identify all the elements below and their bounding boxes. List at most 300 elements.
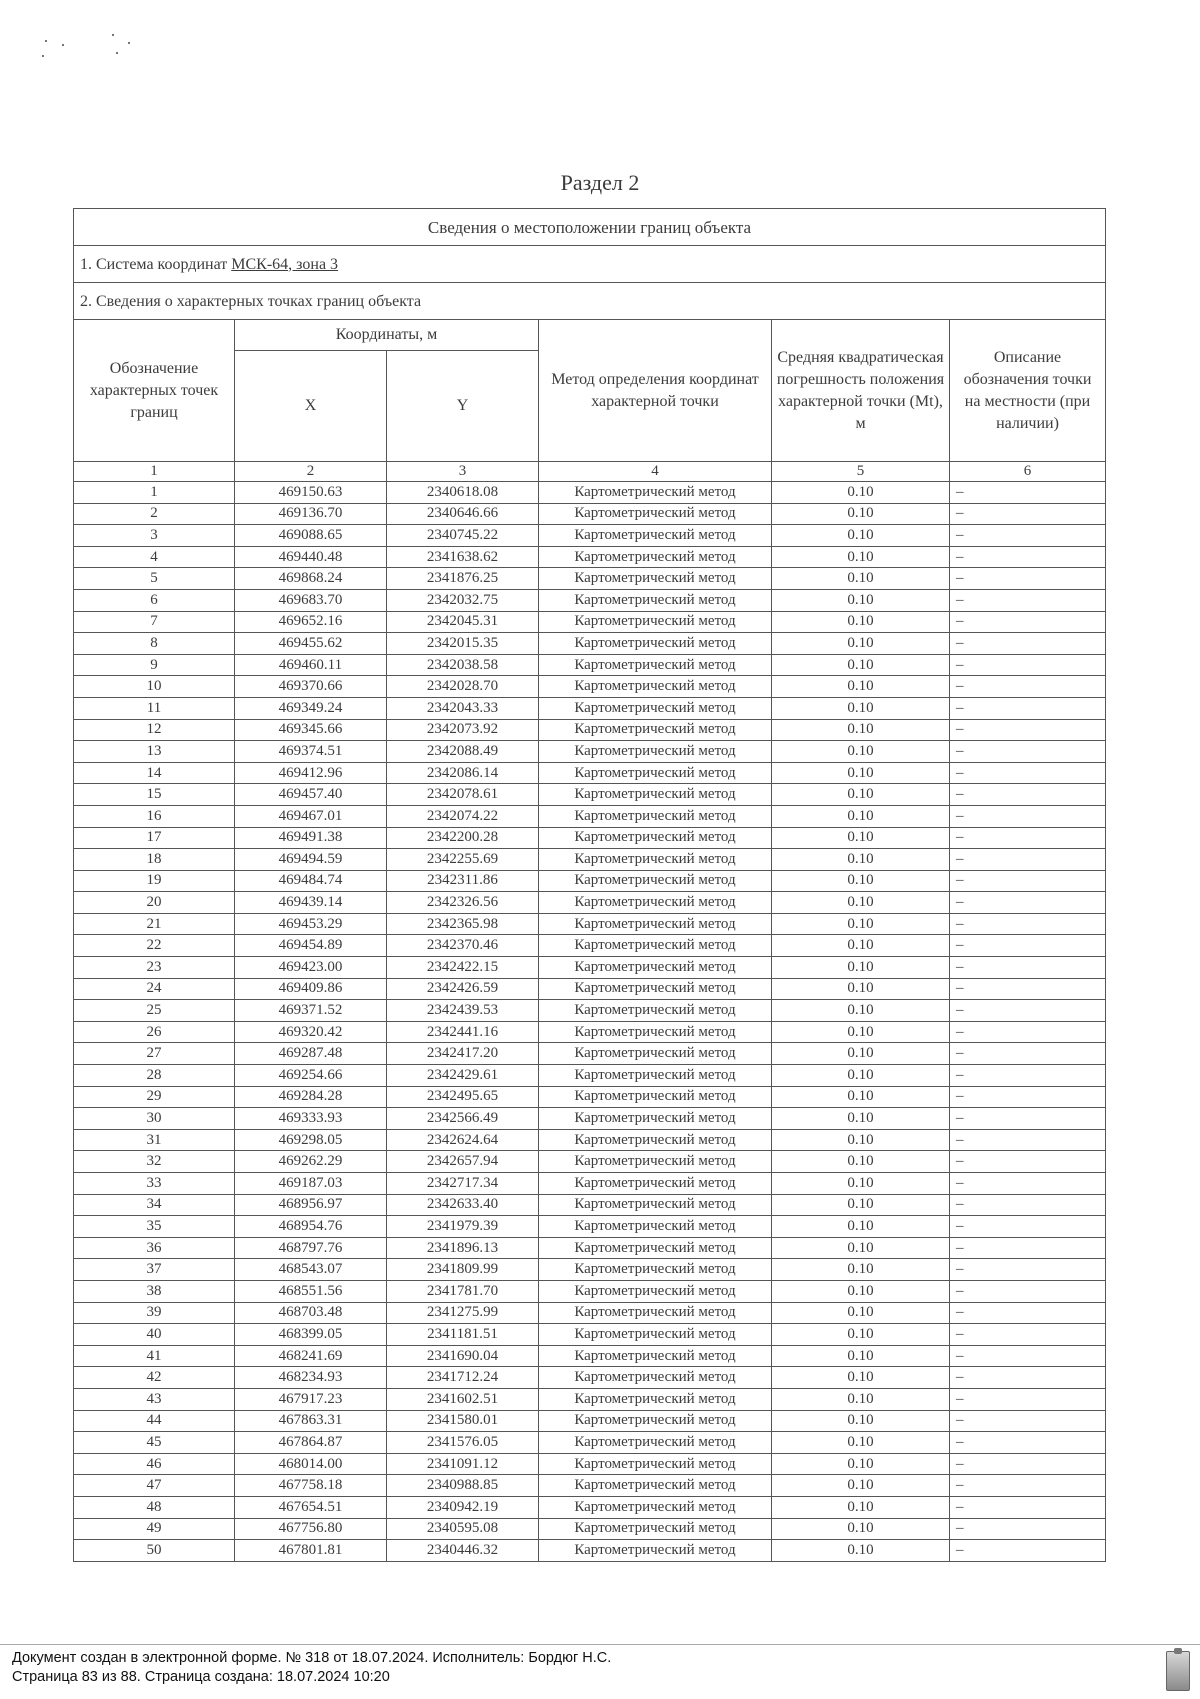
point-number: 40 bbox=[74, 1324, 235, 1346]
method-cell: Картометрический метод bbox=[539, 1388, 772, 1410]
coord-x: 469409.86 bbox=[235, 978, 387, 1000]
description-cell: – bbox=[950, 719, 1106, 741]
method-cell: Картометрический метод bbox=[539, 1151, 772, 1173]
coord-y: 2341091.12 bbox=[387, 1453, 539, 1475]
description-cell: – bbox=[950, 957, 1106, 979]
coord-x: 467756.80 bbox=[235, 1518, 387, 1540]
error-cell: 0.10 bbox=[772, 503, 950, 525]
error-cell: 0.10 bbox=[772, 611, 950, 633]
description-cell: – bbox=[950, 1324, 1106, 1346]
table-row bbox=[74, 1151, 1106, 1173]
table-row bbox=[74, 1540, 1106, 1562]
method-cell: Картометрический метод bbox=[539, 1540, 772, 1562]
method-cell: Картометрический метод bbox=[539, 1453, 772, 1475]
point-number: 45 bbox=[74, 1432, 235, 1454]
column-number: 6 bbox=[950, 462, 1106, 482]
error-cell: 0.10 bbox=[772, 676, 950, 698]
error-cell: 0.10 bbox=[772, 568, 950, 590]
coord-x: 468543.07 bbox=[235, 1259, 387, 1281]
table-row bbox=[74, 503, 1106, 525]
method-cell: Картометрический метод bbox=[539, 676, 772, 698]
error-cell: 0.10 bbox=[772, 1237, 950, 1259]
point-number: 12 bbox=[74, 719, 235, 741]
coord-y: 2342255.69 bbox=[387, 849, 539, 871]
method-cell: Картометрический метод bbox=[539, 1129, 772, 1151]
coord-x: 467864.87 bbox=[235, 1432, 387, 1454]
description-cell: – bbox=[950, 1129, 1106, 1151]
error-cell: 0.10 bbox=[772, 1108, 950, 1130]
point-number: 16 bbox=[74, 805, 235, 827]
description-cell: – bbox=[950, 633, 1106, 655]
table-row bbox=[74, 1367, 1106, 1389]
method-cell: Картометрический метод bbox=[539, 1432, 772, 1454]
point-number: 8 bbox=[74, 633, 235, 655]
coord-x: 469284.28 bbox=[235, 1086, 387, 1108]
description-cell: – bbox=[950, 892, 1106, 914]
coord-x: 468399.05 bbox=[235, 1324, 387, 1346]
table-row bbox=[74, 978, 1106, 1000]
method-cell: Картометрический метод bbox=[539, 546, 772, 568]
coord-y: 2341690.04 bbox=[387, 1345, 539, 1367]
coord-x: 468797.76 bbox=[235, 1237, 387, 1259]
point-number: 29 bbox=[74, 1086, 235, 1108]
table-row bbox=[74, 1108, 1106, 1130]
method-cell: Картометрический метод bbox=[539, 1108, 772, 1130]
error-cell: 0.10 bbox=[772, 1496, 950, 1518]
boundary-points-table bbox=[73, 208, 1106, 1562]
table-row bbox=[74, 827, 1106, 849]
table-row bbox=[74, 1259, 1106, 1281]
table-row bbox=[74, 784, 1106, 806]
coord-y: 2341580.01 bbox=[387, 1410, 539, 1432]
method-cell: Картометрический метод bbox=[539, 957, 772, 979]
coord-x: 469374.51 bbox=[235, 741, 387, 763]
method-cell: Картометрический метод bbox=[539, 1280, 772, 1302]
coat-of-arms-icon bbox=[1166, 1651, 1190, 1691]
error-cell: 0.10 bbox=[772, 1151, 950, 1173]
header-y: Y bbox=[387, 351, 539, 462]
description-cell: – bbox=[950, 935, 1106, 957]
point-number: 20 bbox=[74, 892, 235, 914]
table-row bbox=[74, 633, 1106, 655]
document-footer bbox=[0, 1644, 1200, 1699]
description-cell: – bbox=[950, 849, 1106, 871]
table-row bbox=[74, 1302, 1106, 1324]
coord-y: 2342073.92 bbox=[387, 719, 539, 741]
method-cell: Картометрический метод bbox=[539, 849, 772, 871]
description-cell: – bbox=[950, 762, 1106, 784]
coord-y: 2341896.13 bbox=[387, 1237, 539, 1259]
coord-y: 2340618.08 bbox=[387, 482, 539, 504]
coord-y: 2341979.39 bbox=[387, 1216, 539, 1238]
section-title: Раздел 2 bbox=[560, 170, 640, 195]
table-row bbox=[74, 741, 1106, 763]
description-cell: – bbox=[950, 1453, 1106, 1475]
description-cell: – bbox=[950, 1216, 1106, 1238]
method-cell: Картометрический метод bbox=[539, 913, 772, 935]
table-row bbox=[74, 1496, 1106, 1518]
error-cell: 0.10 bbox=[772, 870, 950, 892]
error-cell: 0.10 bbox=[772, 1280, 950, 1302]
method-cell: Картометрический метод bbox=[539, 1173, 772, 1195]
error-cell: 0.10 bbox=[772, 1345, 950, 1367]
header-coordinates: Координаты, м bbox=[235, 320, 539, 351]
coord-x: 469412.96 bbox=[235, 762, 387, 784]
description-cell: – bbox=[950, 1367, 1106, 1389]
description-cell: – bbox=[950, 978, 1106, 1000]
error-cell: 0.10 bbox=[772, 978, 950, 1000]
description-cell: – bbox=[950, 1432, 1106, 1454]
coord-y: 2342078.61 bbox=[387, 784, 539, 806]
error-cell: 0.10 bbox=[772, 1129, 950, 1151]
point-number: 26 bbox=[74, 1021, 235, 1043]
description-cell: – bbox=[950, 1000, 1106, 1022]
error-cell: 0.10 bbox=[772, 589, 950, 611]
point-number: 42 bbox=[74, 1367, 235, 1389]
method-cell: Картометрический метод bbox=[539, 805, 772, 827]
method-cell: Картометрический метод bbox=[539, 1475, 772, 1497]
table-row bbox=[74, 1021, 1106, 1043]
error-cell: 0.10 bbox=[772, 1540, 950, 1562]
coord-system-name: МСК-64, зона 3 bbox=[231, 255, 339, 273]
coord-y: 2342086.14 bbox=[387, 762, 539, 784]
footer-line-2: Страница 83 из 88. Страница создана: 18.07.2024 10:20 bbox=[12, 1669, 390, 1685]
table-row bbox=[74, 589, 1106, 611]
coord-system-label: 1. Система координат bbox=[80, 255, 232, 273]
point-number: 6 bbox=[74, 589, 235, 611]
method-cell: Картометрический метод bbox=[539, 654, 772, 676]
error-cell: 0.10 bbox=[772, 1410, 950, 1432]
coord-y: 2342365.98 bbox=[387, 913, 539, 935]
error-cell: 0.10 bbox=[772, 935, 950, 957]
coord-x: 469088.65 bbox=[235, 525, 387, 547]
table-row bbox=[74, 957, 1106, 979]
coord-y: 2342495.65 bbox=[387, 1086, 539, 1108]
table-row bbox=[74, 1345, 1106, 1367]
method-cell: Картометрический метод bbox=[539, 633, 772, 655]
error-cell: 0.10 bbox=[772, 1302, 950, 1324]
coord-x: 468551.56 bbox=[235, 1280, 387, 1302]
coord-x: 468954.76 bbox=[235, 1216, 387, 1238]
error-cell: 0.10 bbox=[772, 1475, 950, 1497]
description-cell: – bbox=[950, 589, 1106, 611]
point-number: 47 bbox=[74, 1475, 235, 1497]
table-row bbox=[74, 1129, 1106, 1151]
table-row bbox=[74, 1324, 1106, 1346]
method-cell: Картометрический метод bbox=[539, 611, 772, 633]
table-row bbox=[74, 568, 1106, 590]
point-number: 27 bbox=[74, 1043, 235, 1065]
points-heading: 2. Сведения о характерных точках границ объекта bbox=[74, 283, 1106, 320]
description-cell: – bbox=[950, 784, 1106, 806]
error-cell: 0.10 bbox=[772, 957, 950, 979]
coord-x: 469453.29 bbox=[235, 913, 387, 935]
coord-x: 467654.51 bbox=[235, 1496, 387, 1518]
coord-x: 468956.97 bbox=[235, 1194, 387, 1216]
error-cell: 0.10 bbox=[772, 892, 950, 914]
description-cell: – bbox=[950, 827, 1106, 849]
coord-x: 469345.66 bbox=[235, 719, 387, 741]
error-cell: 0.10 bbox=[772, 1065, 950, 1087]
description-cell: – bbox=[950, 1345, 1106, 1367]
description-cell: – bbox=[950, 654, 1106, 676]
method-cell: Картометрический метод bbox=[539, 482, 772, 504]
method-cell: Картометрический метод bbox=[539, 827, 772, 849]
table-row bbox=[74, 1043, 1106, 1065]
method-cell: Картометрический метод bbox=[539, 525, 772, 547]
coord-y: 2341602.51 bbox=[387, 1388, 539, 1410]
error-cell: 0.10 bbox=[772, 719, 950, 741]
point-number: 5 bbox=[74, 568, 235, 590]
error-cell: 0.10 bbox=[772, 482, 950, 504]
error-cell: 0.10 bbox=[772, 762, 950, 784]
coord-y: 2341712.24 bbox=[387, 1367, 539, 1389]
coord-x: 469484.74 bbox=[235, 870, 387, 892]
coord-y: 2341876.25 bbox=[387, 568, 539, 590]
description-cell: – bbox=[950, 546, 1106, 568]
table-row bbox=[74, 762, 1106, 784]
point-number: 7 bbox=[74, 611, 235, 633]
method-cell: Картометрический метод bbox=[539, 1410, 772, 1432]
description-cell: – bbox=[950, 1475, 1106, 1497]
point-number: 34 bbox=[74, 1194, 235, 1216]
coord-y: 2342370.46 bbox=[387, 935, 539, 957]
table-row bbox=[74, 1000, 1106, 1022]
coord-x: 469467.01 bbox=[235, 805, 387, 827]
description-cell: – bbox=[950, 1173, 1106, 1195]
coord-y: 2342657.94 bbox=[387, 1151, 539, 1173]
error-cell: 0.10 bbox=[772, 849, 950, 871]
coord-x: 469187.03 bbox=[235, 1173, 387, 1195]
coord-y: 2342441.16 bbox=[387, 1021, 539, 1043]
description-cell: – bbox=[950, 870, 1106, 892]
table-row bbox=[74, 805, 1106, 827]
coord-x: 469868.24 bbox=[235, 568, 387, 590]
point-number: 17 bbox=[74, 827, 235, 849]
coord-x: 469440.48 bbox=[235, 546, 387, 568]
coord-x: 469298.05 bbox=[235, 1129, 387, 1151]
description-cell: – bbox=[950, 525, 1106, 547]
description-cell: – bbox=[950, 1302, 1106, 1324]
table-row bbox=[74, 1237, 1106, 1259]
coord-y: 2342633.40 bbox=[387, 1194, 539, 1216]
table-row bbox=[74, 1388, 1106, 1410]
column-number: 4 bbox=[539, 462, 772, 482]
table-row bbox=[74, 1173, 1106, 1195]
table-row bbox=[74, 1410, 1106, 1432]
coord-x: 467863.31 bbox=[235, 1410, 387, 1432]
coord-x: 469254.66 bbox=[235, 1065, 387, 1087]
description-cell: – bbox=[950, 1388, 1106, 1410]
point-number: 1 bbox=[74, 482, 235, 504]
error-cell: 0.10 bbox=[772, 546, 950, 568]
point-number: 37 bbox=[74, 1259, 235, 1281]
point-number: 31 bbox=[74, 1129, 235, 1151]
method-cell: Картометрический метод bbox=[539, 719, 772, 741]
description-cell: – bbox=[950, 1259, 1106, 1281]
coord-y: 2340988.85 bbox=[387, 1475, 539, 1497]
coord-y: 2340942.19 bbox=[387, 1496, 539, 1518]
coord-x: 469454.89 bbox=[235, 935, 387, 957]
coord-y: 2341809.99 bbox=[387, 1259, 539, 1281]
point-number: 43 bbox=[74, 1388, 235, 1410]
point-number: 24 bbox=[74, 978, 235, 1000]
coord-x: 469494.59 bbox=[235, 849, 387, 871]
coord-x: 469423.00 bbox=[235, 957, 387, 979]
description-cell: – bbox=[950, 741, 1106, 763]
error-cell: 0.10 bbox=[772, 525, 950, 547]
error-cell: 0.10 bbox=[772, 697, 950, 719]
description-cell: – bbox=[950, 611, 1106, 633]
table-row bbox=[74, 870, 1106, 892]
table-row bbox=[74, 1475, 1106, 1497]
coord-x: 469491.38 bbox=[235, 827, 387, 849]
error-cell: 0.10 bbox=[772, 827, 950, 849]
point-number: 38 bbox=[74, 1280, 235, 1302]
coord-y: 2342566.49 bbox=[387, 1108, 539, 1130]
point-number: 48 bbox=[74, 1496, 235, 1518]
method-cell: Картометрический метод bbox=[539, 1021, 772, 1043]
point-number: 44 bbox=[74, 1410, 235, 1432]
point-number: 50 bbox=[74, 1540, 235, 1562]
description-cell: – bbox=[950, 1194, 1106, 1216]
column-number: 3 bbox=[387, 462, 539, 482]
table-row bbox=[74, 1280, 1106, 1302]
description-cell: – bbox=[950, 1086, 1106, 1108]
method-cell: Картометрический метод bbox=[539, 697, 772, 719]
error-cell: 0.10 bbox=[772, 1216, 950, 1238]
error-cell: 0.10 bbox=[772, 913, 950, 935]
column-number: 1 bbox=[74, 462, 235, 482]
method-cell: Картометрический метод bbox=[539, 870, 772, 892]
point-number: 10 bbox=[74, 676, 235, 698]
description-cell: – bbox=[950, 503, 1106, 525]
method-cell: Картометрический метод bbox=[539, 1302, 772, 1324]
point-number: 46 bbox=[74, 1453, 235, 1475]
method-cell: Картометрический метод bbox=[539, 935, 772, 957]
coord-x: 468703.48 bbox=[235, 1302, 387, 1324]
column-number: 2 bbox=[235, 462, 387, 482]
coord-y: 2342426.59 bbox=[387, 978, 539, 1000]
coord-x: 469136.70 bbox=[235, 503, 387, 525]
method-cell: Картометрический метод bbox=[539, 1043, 772, 1065]
point-number: 36 bbox=[74, 1237, 235, 1259]
point-number: 18 bbox=[74, 849, 235, 871]
column-number: 5 bbox=[772, 462, 950, 482]
table-heading: Сведения о местоположении границ объекта bbox=[74, 209, 1106, 246]
description-cell: – bbox=[950, 1280, 1106, 1302]
description-cell: – bbox=[950, 913, 1106, 935]
point-number: 33 bbox=[74, 1173, 235, 1195]
point-number: 21 bbox=[74, 913, 235, 935]
footer-line-1: Документ создан в электронной форме. № 318 от 18.07.2024. Исполнитель: Бордюг Н.С. bbox=[12, 1650, 612, 1666]
description-cell: – bbox=[950, 1410, 1106, 1432]
error-cell: 0.10 bbox=[772, 1432, 950, 1454]
point-number: 14 bbox=[74, 762, 235, 784]
table-row bbox=[74, 654, 1106, 676]
coord-x: 469457.40 bbox=[235, 784, 387, 806]
point-number: 35 bbox=[74, 1216, 235, 1238]
description-cell: – bbox=[950, 1065, 1106, 1087]
table-row bbox=[74, 719, 1106, 741]
coord-y: 2342043.33 bbox=[387, 697, 539, 719]
error-cell: 0.10 bbox=[772, 1388, 950, 1410]
coord-y: 2342422.15 bbox=[387, 957, 539, 979]
table-body bbox=[74, 482, 1106, 1562]
coord-y: 2341781.70 bbox=[387, 1280, 539, 1302]
coord-y: 2342032.75 bbox=[387, 589, 539, 611]
method-cell: Картометрический метод bbox=[539, 1518, 772, 1540]
coord-x: 468234.93 bbox=[235, 1367, 387, 1389]
method-cell: Картометрический метод bbox=[539, 1237, 772, 1259]
description-cell: – bbox=[950, 805, 1106, 827]
coord-x: 469349.24 bbox=[235, 697, 387, 719]
point-number: 4 bbox=[74, 546, 235, 568]
coord-y: 2342417.20 bbox=[387, 1043, 539, 1065]
error-cell: 0.10 bbox=[772, 1000, 950, 1022]
description-cell: – bbox=[950, 1540, 1106, 1562]
coord-system-row bbox=[74, 246, 1106, 283]
coord-y: 2342015.35 bbox=[387, 633, 539, 655]
table-row bbox=[74, 676, 1106, 698]
error-cell: 0.10 bbox=[772, 1324, 950, 1346]
table-row bbox=[74, 611, 1106, 633]
point-number: 19 bbox=[74, 870, 235, 892]
point-number: 2 bbox=[74, 503, 235, 525]
error-cell: 0.10 bbox=[772, 1086, 950, 1108]
point-number: 41 bbox=[74, 1345, 235, 1367]
table-row bbox=[74, 482, 1106, 504]
point-number: 22 bbox=[74, 935, 235, 957]
error-cell: 0.10 bbox=[772, 1194, 950, 1216]
header-designation: Обозначение характерных точек границ bbox=[74, 320, 235, 462]
coord-y: 2342038.58 bbox=[387, 654, 539, 676]
error-cell: 0.10 bbox=[772, 633, 950, 655]
table-row bbox=[74, 1453, 1106, 1475]
error-cell: 0.10 bbox=[772, 784, 950, 806]
coord-y: 2340595.08 bbox=[387, 1518, 539, 1540]
error-cell: 0.10 bbox=[772, 1259, 950, 1281]
description-cell: – bbox=[950, 1043, 1106, 1065]
scan-specks bbox=[40, 30, 150, 70]
description-cell: – bbox=[950, 1151, 1106, 1173]
error-cell: 0.10 bbox=[772, 805, 950, 827]
coord-y: 2342439.53 bbox=[387, 1000, 539, 1022]
table-row bbox=[74, 935, 1106, 957]
table-row bbox=[74, 525, 1106, 547]
coord-x: 469370.66 bbox=[235, 676, 387, 698]
point-number: 39 bbox=[74, 1302, 235, 1324]
coord-x: 468014.00 bbox=[235, 1453, 387, 1475]
point-number: 23 bbox=[74, 957, 235, 979]
coord-x: 467801.81 bbox=[235, 1540, 387, 1562]
table-row bbox=[74, 1518, 1106, 1540]
coord-y: 2341638.62 bbox=[387, 546, 539, 568]
coord-x: 469320.42 bbox=[235, 1021, 387, 1043]
point-number: 28 bbox=[74, 1065, 235, 1087]
method-cell: Картометрический метод bbox=[539, 741, 772, 763]
error-cell: 0.10 bbox=[772, 1043, 950, 1065]
method-cell: Картометрический метод bbox=[539, 1324, 772, 1346]
description-cell: – bbox=[950, 568, 1106, 590]
coord-x: 469262.29 bbox=[235, 1151, 387, 1173]
coord-x: 469371.52 bbox=[235, 1000, 387, 1022]
method-cell: Картометрический метод bbox=[539, 1496, 772, 1518]
table-row bbox=[74, 1216, 1106, 1238]
coord-y: 2342088.49 bbox=[387, 741, 539, 763]
header-method: Метод определения координат характерной точки bbox=[539, 320, 772, 462]
header-x: X bbox=[235, 351, 387, 462]
